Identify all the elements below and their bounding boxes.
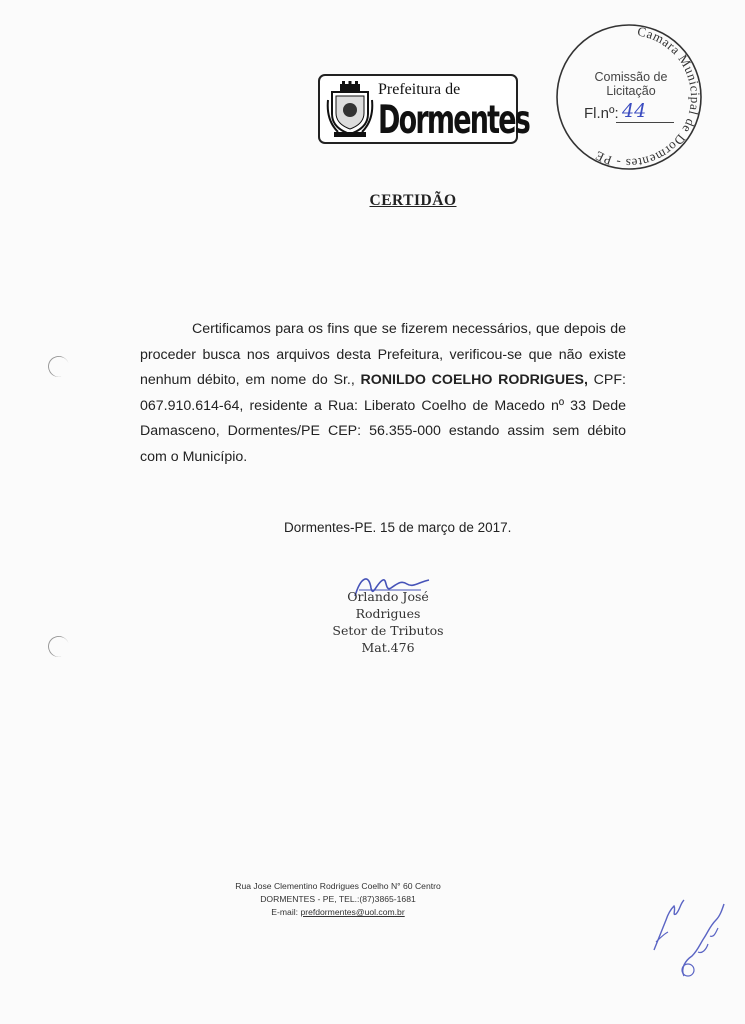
- signatory-sector: Setor de Tributos: [332, 623, 444, 638]
- stamp-fl-label: Fl.nº:: [584, 105, 619, 122]
- coat-of-arms-icon: [326, 80, 374, 138]
- stamp-caption: [576, 70, 686, 98]
- footer-email-line: [218, 906, 458, 919]
- footer-city-phone: DORMENTES - PE, TEL.:(87)3865-1681: [260, 894, 416, 904]
- body-text-1: Certificamos para os fins que se fizerem necessários, que depois de proceder busca nos arquivos desta Prefeitura, verificou-se que não existe nenhum débito, em nome do Sr.,: [140, 321, 626, 389]
- logo-line-2: Dormentes: [378, 98, 530, 143]
- footer: [218, 880, 458, 919]
- commission-stamp: [554, 22, 704, 172]
- signatory-name: Orlando José Rodrigues: [347, 589, 429, 621]
- logo-line-1: Prefeitura de: [378, 81, 461, 98]
- certificate-body: [140, 317, 626, 471]
- stamp-line-2: Licitação: [606, 84, 656, 98]
- document-title: CERTIDÃO: [369, 192, 457, 209]
- prefeitura-logo: [318, 74, 530, 144]
- footer-email-label: E-mail:: [271, 907, 301, 917]
- stamp-fl-number: 44: [622, 100, 647, 122]
- punch-hole: [45, 353, 72, 380]
- date-line: Dormentes-PE. 15 de março de 2017.: [284, 520, 512, 535]
- person-name: RONILDO COELHO RODRIGUES,: [360, 372, 588, 389]
- footer-address: Rua Jose Clementino Rodrigues Coelho N° 60 Centro: [235, 881, 441, 891]
- footer-email: prefdormentes@uol.com.br: [300, 907, 405, 917]
- certificate-paragraph: [140, 317, 626, 471]
- signature-block: [318, 588, 458, 656]
- handwritten-initials: [644, 880, 734, 990]
- body-text-2: CPF: 067.910.614-64, residente a Rua: Liberato Coelho de Macedo nº 33 Dede Damasceno, Dormentes/PE CEP: 56.355-000 estando assim sem débito com o Município.: [140, 372, 626, 465]
- stamp-line-1: Comissão de: [594, 70, 668, 84]
- stamp-fl-line: [616, 122, 674, 123]
- punch-hole: [45, 633, 72, 660]
- signatory-mat: Mat.476: [361, 640, 415, 655]
- stamp-ring-text: Camara Municipal de Dormentes - PE: [592, 23, 704, 172]
